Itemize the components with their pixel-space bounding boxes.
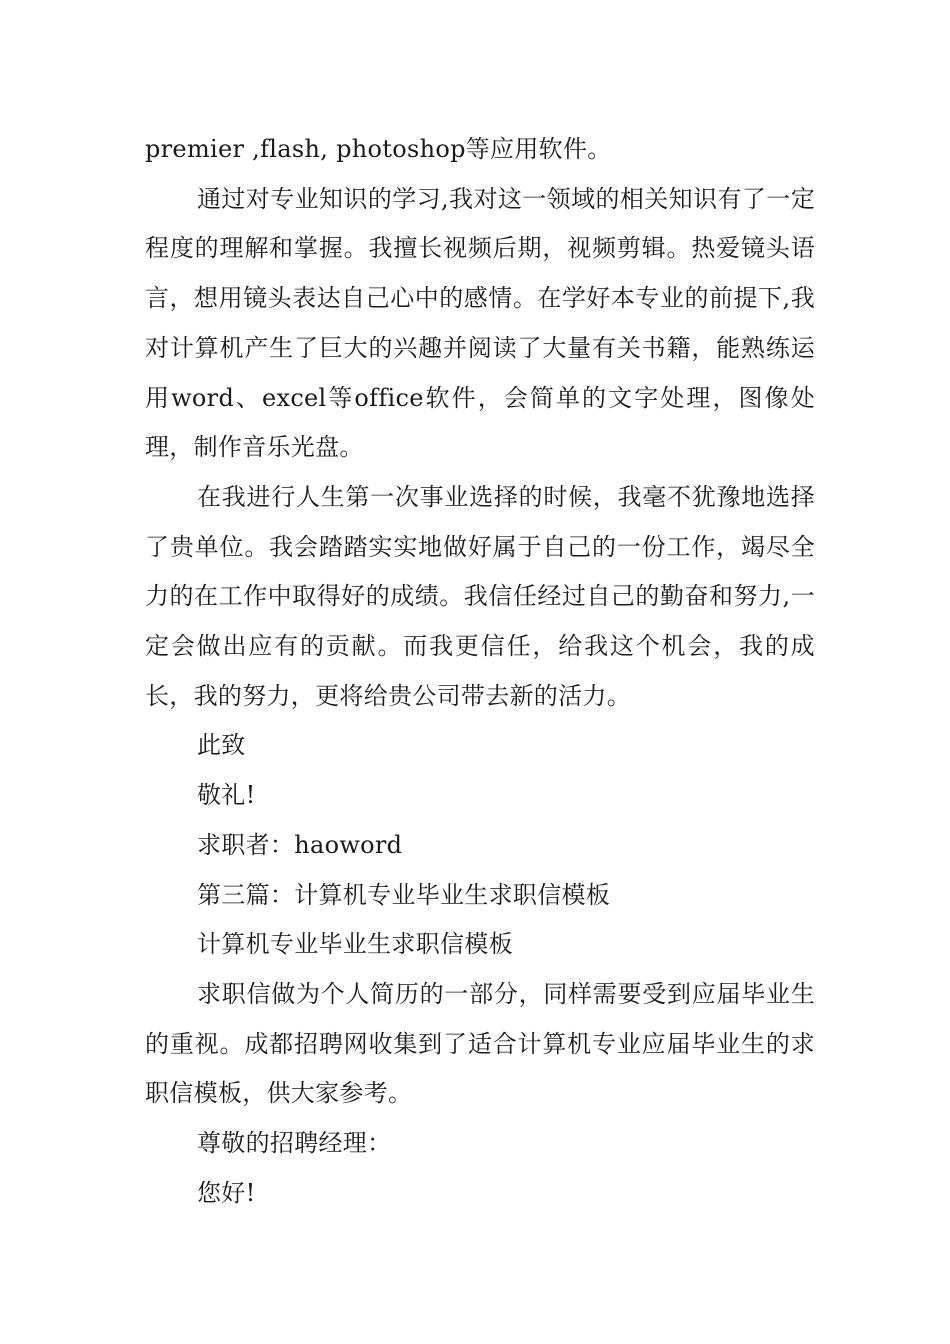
paragraph-career-choice: 在我进行人生第一次事业选择的时候，我毫不犹豫地选择了贵单位。我会踏踏实实地做好属于自己的一份工作，竭尽全力的在工作中取得好的成绩。我信任经过自己的勤奋和努力,一定会做出应有的贡献。而我更信任，给我这个机会，我的成长，我的努力，更将给贵公司带去新的活力。 (145, 482, 815, 710)
paragraph-skills: 通过对专业知识的学习,我对这一领域的相关知识有了一定程度的理解和掌握。我擅长视频后期，视频剪辑。热爱镜头语言，想用镜头表达自己心中的感情。在学好本专业的前提下,我对计算机产生了巨大的兴趣并阅读了大量有关书籍，能熟练运用word、excel等office软件，会简单的文字处理，图像处理，制作音乐光盘。 (145, 184, 815, 462)
section-heading: 第三篇：计算机专业毕业生求职信模板 (197, 880, 611, 909)
closing-salutation: 此致 (197, 731, 246, 760)
paragraph-software-list: premier ,flash, photoshop等应用软件。 (145, 135, 612, 163)
document-body (145, 125, 815, 1218)
greeting-recipient: 尊敬的招聘经理： (197, 1129, 392, 1158)
paragraph-intro: 求职信做为个人简历的一部分，同样需要受到应届毕业生的重视。成都招聘网收集到了适合计算机专业应届毕业生的求职信模板，供大家参考。 (145, 979, 815, 1108)
signature-applicant: 求职者：haoword (197, 830, 403, 859)
closing-regards: 敬礼! (197, 781, 256, 810)
section-subheading: 计算机专业毕业生求职信模板 (197, 930, 513, 959)
greeting-hello: 您好! (197, 1178, 256, 1207)
